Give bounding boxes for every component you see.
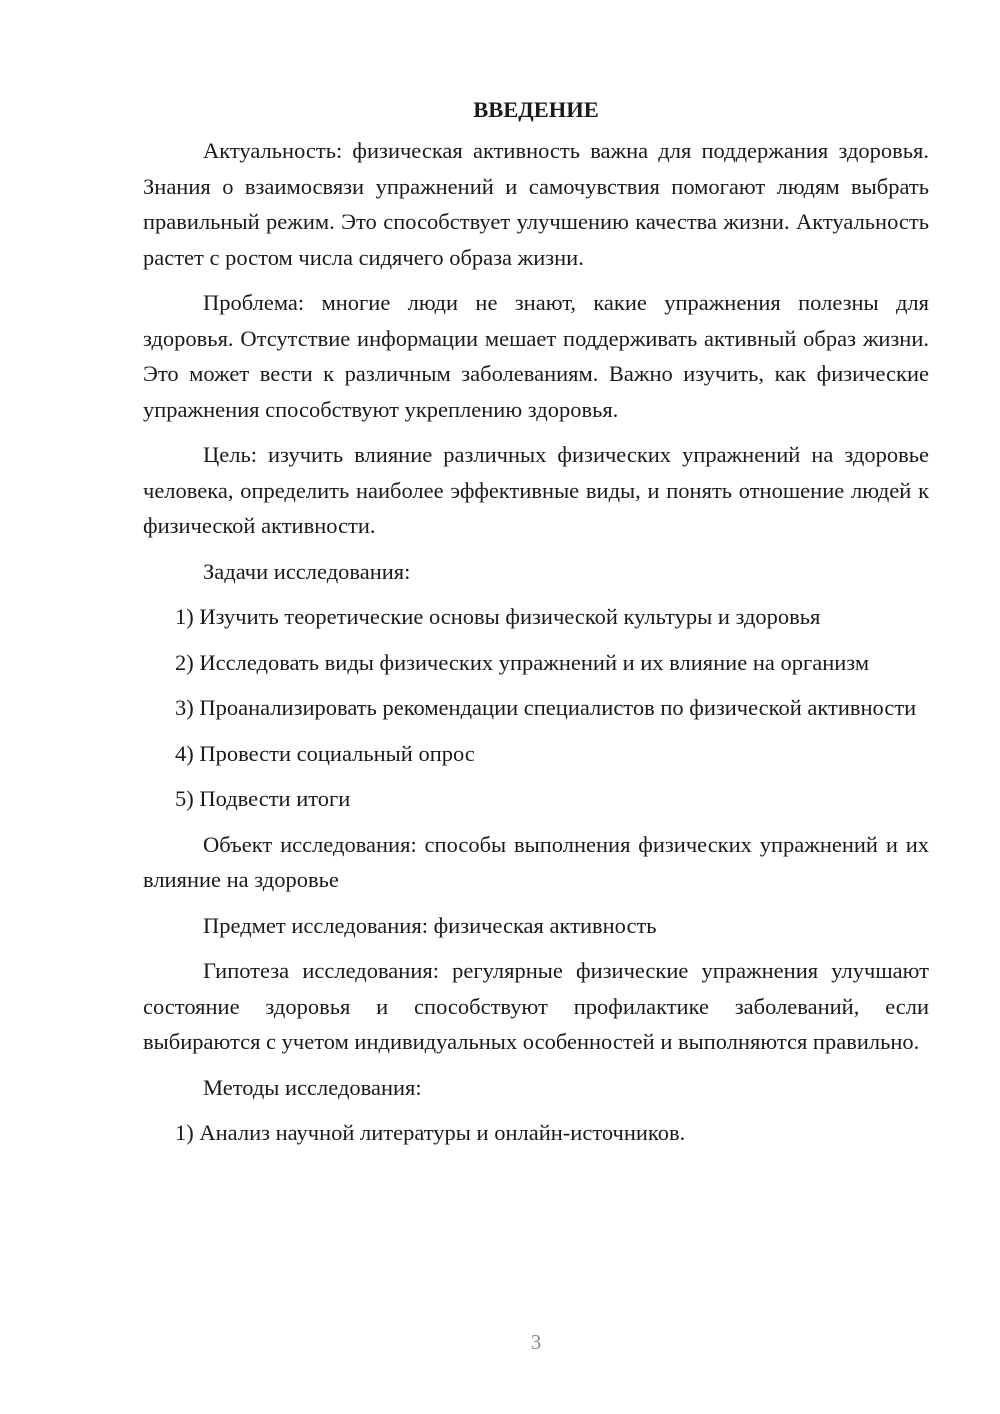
page-title: ВВЕДЕНИЕ — [473, 97, 599, 122]
task-item-3: 3) Проанализировать рекомендации специалистов по физической активности — [175, 695, 917, 720]
method-item-1: 1) Анализ научной литературы и онлайн-источников. — [175, 1120, 686, 1145]
subject-paragraph: Предмет исследования: физическая активность — [203, 912, 657, 938]
task-item-5: 5) Подвести итоги — [175, 786, 351, 811]
methods-heading: Методы исследования: — [203, 1074, 422, 1100]
document-page — [143, 90, 929, 1161]
object-paragraph: Объект исследования: способы выполнения физических упражнений и их влияние на здоровье — [143, 831, 929, 892]
tasks-heading: Задачи исследования: — [203, 558, 411, 584]
goal-paragraph: Цель: изучить влияние различных физических упражнений на здоровье человека, определить наиболее эффективные виды, и понять отношение людей к физической активности. — [143, 442, 929, 538]
task-item-4: 4) Провести социальный опрос — [175, 740, 475, 766]
hypothesis-paragraph: Гипотеза исследования: регулярные физические упражнения улучшают состояние здоровья и способствуют профилактике заболеваний, если выбираются с учетом индивидуальных особенностей и выполняются правильно. — [143, 958, 929, 1054]
problem-paragraph: Проблема: многие люди не знают, какие упражнения полезны для здоровья. Отсутствие информации мешает поддерживать активный образ жизни. Это может вести к различным заболеваниям. Важно изучить, как физические упражнения способствуют укреплению здоровья. — [143, 290, 929, 422]
relevance-paragraph: Актуальность: физическая активность важна для поддержания здоровья. Знания о взаимосвязи упражнений и самочувствия помогают людям выбрать правильный режим. Это способствует улучшению качества жизни. Актуальность растет с ростом числа сидячего образа жизни. — [143, 138, 929, 270]
page-number: 3 — [530, 1330, 542, 1354]
task-item-1: 1) Изучить теоретические основы физической культуры и здоровья — [175, 604, 821, 629]
task-item-2: 2) Исследовать виды физических упражнений и их влияние на организм — [175, 649, 870, 675]
